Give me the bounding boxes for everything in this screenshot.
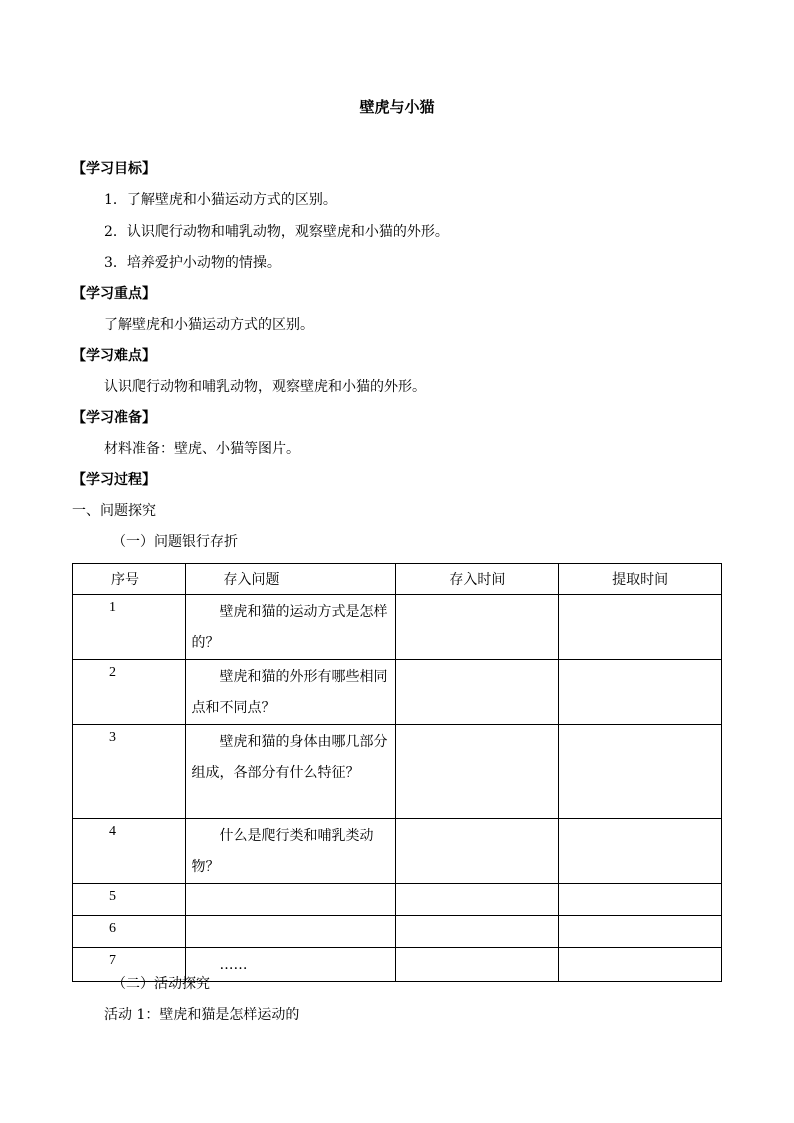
header-withdraw-time: 提取时间 (559, 564, 722, 595)
goals-heading: 【学习目标】 (72, 161, 156, 177)
row-withdraw-time (559, 819, 722, 884)
activity-inquiry-heading: （二）活动探究 (112, 976, 210, 992)
table-header-row (73, 564, 722, 595)
page-title: 壁虎与小猫 (359, 98, 435, 116)
row-withdraw-time (559, 660, 722, 725)
table-row (73, 819, 722, 884)
row-number: 3 (73, 725, 186, 819)
row-number: 4 (73, 819, 186, 884)
row-question: 壁虎和猫的运动方式是怎样的？ (185, 595, 396, 660)
goal-item-2: 2．认识爬行动物和哺乳动物，观察壁虎和小猫的外形。 (104, 224, 449, 240)
row-question (185, 916, 396, 948)
row-question (185, 884, 396, 916)
part-one-heading: 一、问题探究 (72, 503, 156, 519)
row-question: 壁虎和猫的外形有哪些相同点和不同点？ (185, 660, 396, 725)
row-number: 2 (73, 660, 186, 725)
row-question: …… (185, 948, 396, 982)
row-withdraw-time (559, 884, 722, 916)
preparation-heading: 【学习准备】 (72, 410, 156, 426)
header-deposit-time: 存入时间 (396, 564, 559, 595)
table-row (73, 916, 722, 948)
row-deposit-time (396, 884, 559, 916)
row-number: 6 (73, 916, 186, 948)
goal-item-3: 3．培养爱护小动物的情操。 (104, 255, 281, 271)
table-row (73, 725, 722, 819)
table-row (73, 884, 722, 916)
row-question: 壁虎和猫的身体由哪几部分组成，各部分有什么特征？ (185, 725, 396, 819)
row-deposit-time (396, 595, 559, 660)
process-heading: 【学习过程】 (72, 472, 156, 488)
row-withdraw-time (559, 948, 722, 982)
row-deposit-time (396, 725, 559, 819)
row-deposit-time (396, 916, 559, 948)
difficulty-text: 认识爬行动物和哺乳动物，观察壁虎和小猫的外形。 (104, 379, 426, 395)
header-question: 存入问题 (185, 564, 396, 595)
key-points-heading: 【学习重点】 (72, 286, 156, 302)
row-withdraw-time (559, 595, 722, 660)
row-number: 7 (73, 948, 186, 982)
row-deposit-time (396, 660, 559, 725)
table-row (73, 595, 722, 660)
question-bank-table (72, 563, 722, 982)
activity-one-text: 活动 1：壁虎和猫是怎样运动的 (104, 1007, 300, 1023)
row-number: 5 (73, 884, 186, 916)
row-withdraw-time (559, 916, 722, 948)
preparation-text: 材料准备：壁虎、小猫等图片。 (104, 441, 300, 457)
row-withdraw-time (559, 725, 722, 819)
key-points-text: 了解壁虎和小猫运动方式的区别。 (104, 317, 314, 333)
row-question: 什么是爬行类和哺乳类动物？ (185, 819, 396, 884)
row-deposit-time (396, 948, 559, 982)
goal-item-1: 1．了解壁虎和小猫运动方式的区别。 (104, 192, 337, 208)
table-row (73, 660, 722, 725)
question-bank-heading: （一）问题银行存折 (112, 534, 238, 550)
header-number: 序号 (73, 564, 186, 595)
difficulty-heading: 【学习难点】 (72, 348, 156, 364)
row-number: 1 (73, 595, 186, 660)
row-deposit-time (396, 819, 559, 884)
